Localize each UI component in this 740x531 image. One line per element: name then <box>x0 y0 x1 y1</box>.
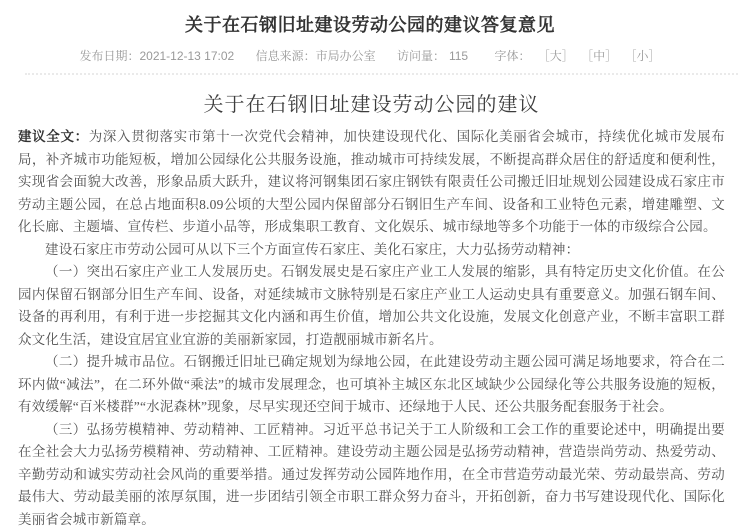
dotted-divider <box>25 73 738 75</box>
info-source <box>256 49 379 63</box>
info-source-label: 信息来源： <box>256 49 316 63</box>
font-size-large-button[interactable]: ［大］ <box>538 49 574 63</box>
paragraph-intro: 建设石家庄市劳动公园可从以下三个方面宣传石家庄、美化石家庄，大力弘扬劳动精神： <box>18 239 725 262</box>
visit-count <box>397 49 472 63</box>
paragraph-point-2: （二）提升城市品位。石钢搬迁旧址已确定规划为绿地公园，在此建设劳动主题公园可满足场地要求，符合在二环内做“减法”，在二环外做“乘法”的城市发展理念，也可填补主城区东北区域缺少公园绿化等公共服务设施的短板，有效缓解“百米楼群”“水泥森林”现象，尽早实现还空间于城市、还绿地于人民、还公共服务配套服务于社会。 <box>18 351 725 419</box>
publish-date-label: 发布日期： <box>79 49 139 63</box>
lead-label: 建议全文： <box>18 129 89 144</box>
paragraph-full-text <box>18 126 725 239</box>
font-size-medium-button[interactable]: ［中］ <box>581 49 617 63</box>
paragraph-point-3: （三）弘扬劳模精神、劳动精神、工匠精神。习近平总书记关于工人阶级和工会工作的重要论述中，明确提出要在全社会大力弘扬劳模精神、劳动精神、工匠精神。建设劳动主题公园是弘扬劳动精神，营造崇尚劳动、热爱劳动、辛勤劳动和诚实劳动社会风尚的重要举措。通过发挥劳动公园阵地作用，在全市营造劳动最光荣、劳动最崇高、劳动最伟大、劳动最美丽的浓厚氛围，进一步团结引领全市职工群众努力奋斗，开拓创新，奋力书写建设现代化、国际化美丽省会城市新篇章。 <box>18 419 725 531</box>
meta-bar <box>0 49 740 64</box>
paragraph-text: 为深入贯彻落实市第十一次党代会精神，加快建设现代化、国际化美丽省会城市，持续优化城市发展布局，补齐城市功能短板，增加公园绿化公共服务设施，推动城市可持续发展，不断提高群众居住的舒适度和便利性，实现省会面貌大改善，形象品质大跃升，建议将河钢集团石家庄钢铁有限责任公司搬迁旧址规划公园建设成石家庄市劳动主题公园，在总占地面积8.09公顷的大型公园内保留部分石钢旧生产车间、设备和工业特色元素，增建雕塑、文化长廊、主题墙、宣传栏、步道小品等，形成集职工教育、文化娱乐、城市绿地等多个功能于一体的市级综合公园。 <box>18 129 725 234</box>
article-title: 关于在石钢旧址建设劳动公园的建议 <box>18 91 725 119</box>
page-title: 关于在石钢旧址建设劳动公园的建议答复意见 <box>0 13 740 37</box>
publish-date <box>79 49 237 63</box>
article-body <box>0 91 740 531</box>
publish-date-value: 2021-12-13 17:02 <box>139 49 234 63</box>
font-size-switcher <box>494 49 660 63</box>
paragraph-point-1: （一）突出石家庄产业工人发展历史。石钢发展史是石家庄产业工人发展的缩影，具有特定历史文化价值。在公园内保留石钢部分旧生产车间、设备，对延续城市文脉特别是石家庄产业工人运动史具有重要意义。加强石钢车间、设备的再利用，有利于进一步挖掘其文化内涵和再生价值，增加公共文化设施，发展文化创意产业，不断丰富职工群众文化生活，建设宜居宜业宜游的美丽新家园，打造靓丽城市新名片。 <box>18 261 725 351</box>
visit-count-label: 访问量： <box>397 49 445 63</box>
font-size-label: 字体： <box>494 49 530 63</box>
visit-count-value: 115 <box>449 49 468 63</box>
info-source-value: 市局办公室 <box>316 49 376 63</box>
font-size-small-button[interactable]: ［小］ <box>625 49 661 63</box>
